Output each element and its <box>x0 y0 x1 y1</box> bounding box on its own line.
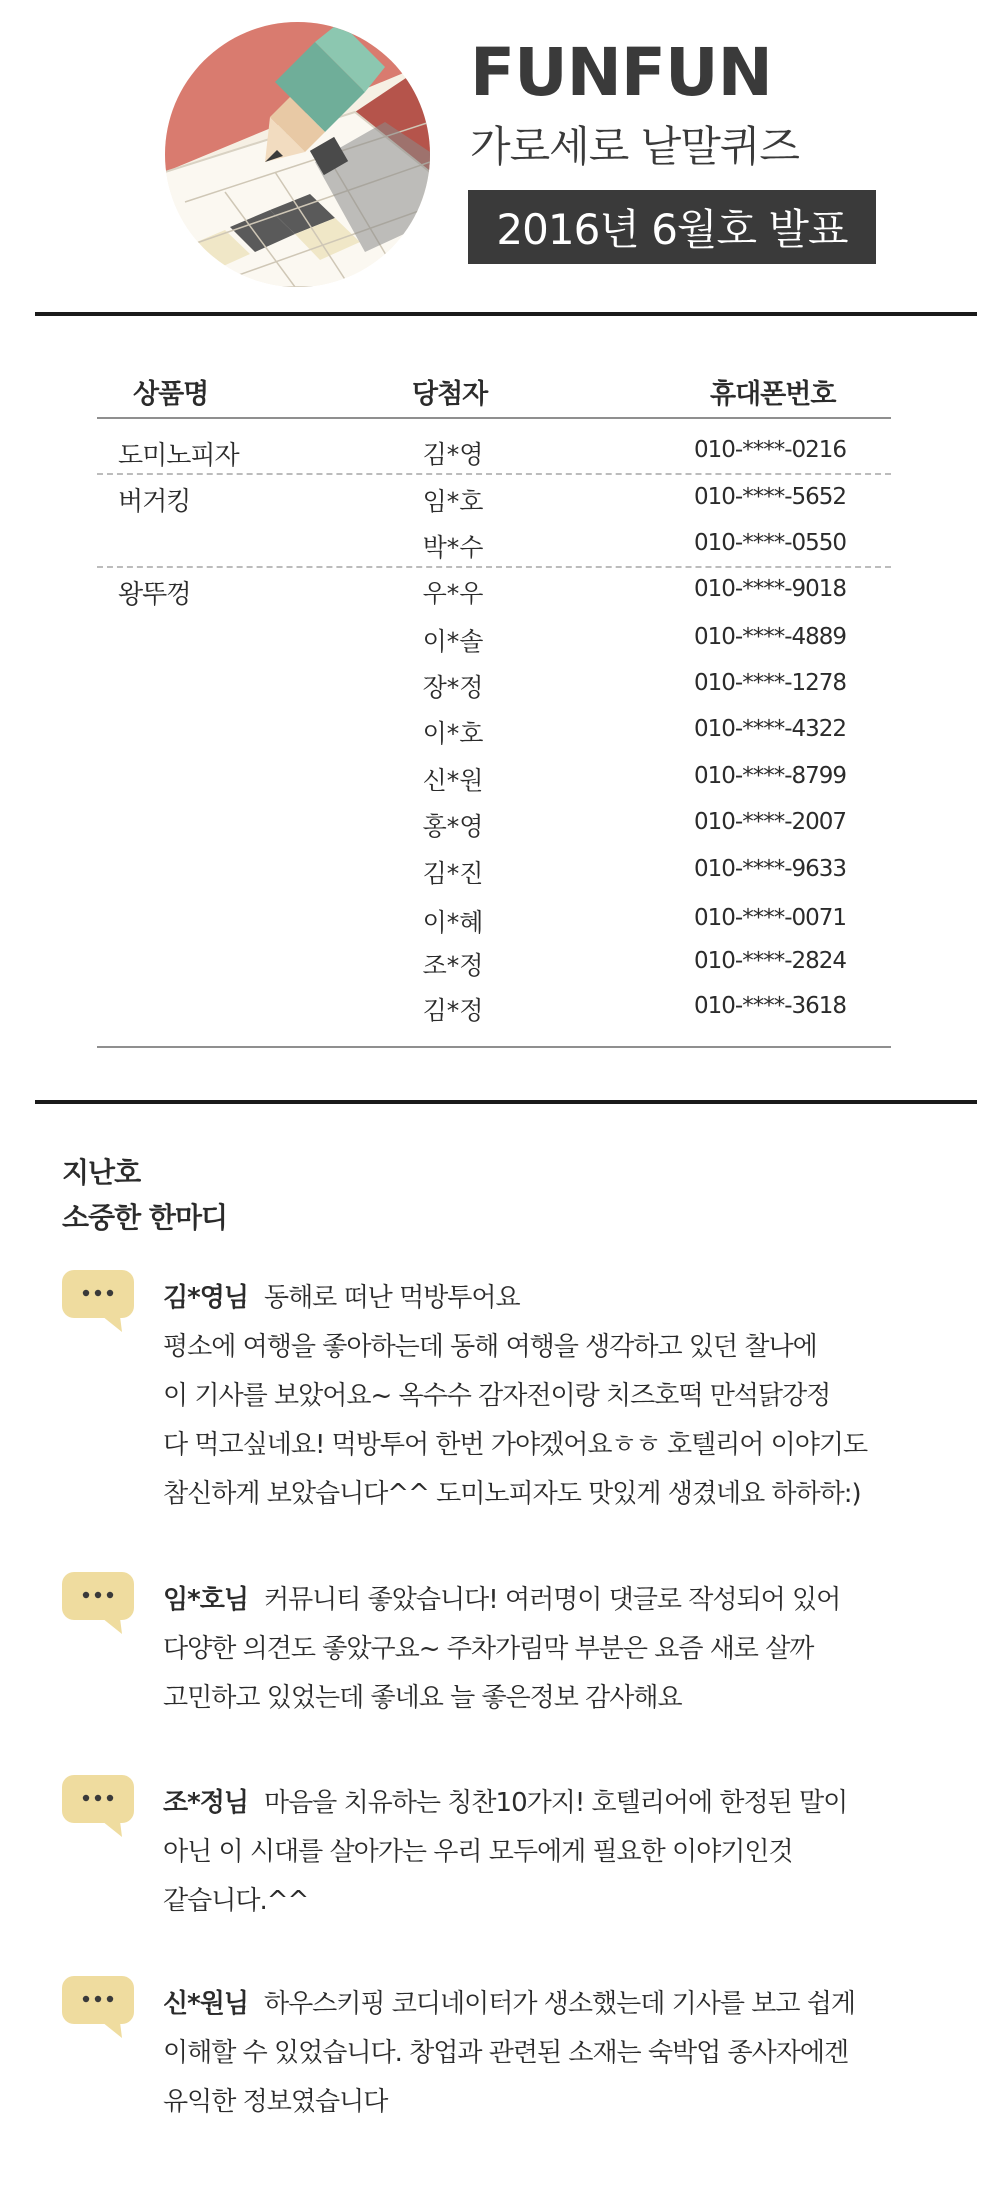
phone-cell: 010-****-8799 <box>694 763 847 789</box>
comment-first-line <box>163 1274 953 1323</box>
winner-cell: 이*혜 <box>422 908 484 937</box>
winner-cell: 김*진 <box>422 859 484 888</box>
speech-bubble-icon <box>62 1976 134 2038</box>
winner-cell: 이*솔 <box>422 627 484 656</box>
table-header-line <box>97 417 891 419</box>
comment-item <box>163 1779 953 1926</box>
table-bottom-line <box>97 1046 891 1048</box>
issue-text: 2016년 6월호 발표 <box>496 205 848 254</box>
winner-cell: 조*정 <box>422 951 484 980</box>
section-title <box>62 1150 227 1240</box>
phone-cell: 010-****-3618 <box>694 993 847 1019</box>
comment-text: 이 기사를 보았어요~ 옥수수 감자전이랑 치즈호떡 만석닭강정 <box>163 1381 831 1411</box>
winner-cell: 박*수 <box>422 533 484 562</box>
comment-text: 고민하고 있었는데 좋네요 늘 좋은정보 감사해요 <box>163 1683 682 1713</box>
winner-cell: 김*영 <box>422 440 484 469</box>
header-phone: 휴대폰번호 <box>710 379 836 410</box>
phone-cell: 010-****-2824 <box>694 948 847 974</box>
comment-author: 조*정님 <box>163 1788 248 1818</box>
speech-bubble-icon <box>62 1270 134 1332</box>
phone-cell: 010-****-0216 <box>694 437 847 463</box>
section-title-line1: 지난호 <box>62 1156 141 1189</box>
winner-cell: 홍*영 <box>422 812 484 841</box>
prize-cell: 버거킹 <box>118 487 191 517</box>
row-divider <box>97 566 891 568</box>
crossword-pencil-logo <box>165 22 430 287</box>
issue-banner <box>468 190 876 264</box>
winner-cell: 장*정 <box>422 673 484 702</box>
comment-text: 같습니다.^^ <box>163 1886 309 1916</box>
comment-text: 다양한 의견도 좋았구요~ 주차가림막 부분은 요즘 새로 살까 <box>163 1634 814 1664</box>
comment-item <box>163 1576 953 1723</box>
phone-cell: 010-****-0550 <box>694 530 847 556</box>
phone-cell: 010-****-0071 <box>694 905 847 931</box>
header-winner: 당첨자 <box>412 379 488 410</box>
phone-cell: 010-****-9018 <box>694 576 847 602</box>
middle-divider <box>35 1100 977 1104</box>
speech-bubble-icon <box>62 1775 134 1837</box>
speech-bubble-icon <box>62 1572 134 1634</box>
comment-first-line <box>163 1576 953 1625</box>
comment-text: 이해할 수 있었습니다. 창업과 관련된 소재는 숙박업 종사자에겐 <box>163 2038 849 2068</box>
comment-text: 유익한 정보였습니다 <box>163 2087 388 2117</box>
brand-title: FUNFUN <box>470 34 772 111</box>
comment-author: 신*원님 <box>163 1989 248 2019</box>
comment-item <box>163 1980 953 2127</box>
winner-cell: 임*호 <box>422 487 484 516</box>
quiz-name: 가로세로 낱말퀴즈 <box>470 122 799 171</box>
phone-cell: 010-****-2007 <box>694 809 847 835</box>
comment-text: 커뮤니티 좋았습니다! 여러명이 댓글로 작성되어 있어 <box>263 1585 841 1615</box>
winner-cell: 신*원 <box>422 766 484 795</box>
prize-cell: 도미노피자 <box>118 441 239 471</box>
top-divider <box>35 312 977 316</box>
winner-cell: 이*호 <box>422 719 484 748</box>
winner-cell: 김*정 <box>422 996 484 1025</box>
phone-cell: 010-****-4889 <box>694 624 847 650</box>
comment-author: 임*호님 <box>163 1585 248 1615</box>
comment-text: 아닌 이 시대를 살아가는 우리 모두에게 필요한 이야기인것 <box>163 1837 793 1867</box>
phone-cell: 010-****-5652 <box>694 484 847 510</box>
row-divider <box>97 473 891 475</box>
comment-item <box>163 1274 953 1519</box>
comment-first-line <box>163 1779 953 1828</box>
comment-text: 마음을 치유하는 칭찬10가지! 호텔리어에 한정된 말이 <box>263 1788 848 1818</box>
comment-text: 다 먹고싶네요! 먹방투어 한번 가야겠어요ㅎㅎ 호텔리어 이야기도 <box>163 1430 868 1460</box>
phone-cell: 010-****-1278 <box>694 670 847 696</box>
comment-text: 동해로 떠난 먹방투어요 <box>263 1283 520 1313</box>
phone-cell: 010-****-4322 <box>694 716 847 742</box>
comment-text: 평소에 여행을 좋아하는데 동해 여행을 생각하고 있던 찰나에 <box>163 1332 817 1362</box>
header-prize: 상품명 <box>133 379 209 410</box>
winner-cell: 우*우 <box>422 579 484 608</box>
comment-first-line <box>163 1980 953 2029</box>
prize-cell: 왕뚜껑 <box>118 580 191 610</box>
phone-cell: 010-****-9633 <box>694 856 847 882</box>
comment-text: 하우스키핑 코디네이터가 생소했는데 기사를 보고 쉽게 <box>263 1989 855 2019</box>
section-title-line2: 소중한 한마디 <box>62 1201 228 1234</box>
comment-text: 참신하게 보았습니다^^ 도미노피자도 맛있게 생겼네요 하하하:) <box>163 1479 861 1509</box>
comment-author: 김*영님 <box>163 1283 248 1313</box>
